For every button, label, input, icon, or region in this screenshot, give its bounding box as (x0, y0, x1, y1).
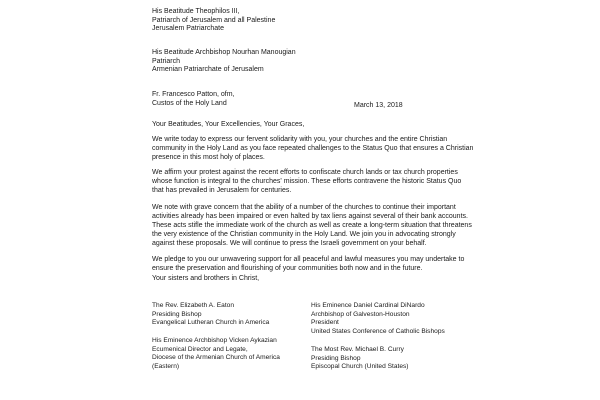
letter-date: March 13, 2018 (354, 102, 403, 109)
signatory-line: The Most Rev. Michael B. Curry (311, 346, 404, 353)
paragraph-line: against these proposals. We will continue to press the Israeli government on your behalf. (152, 239, 427, 247)
signatory-line: The Rev. Elizabeth A. Eaton (152, 302, 234, 309)
paragraph-concern (152, 204, 472, 249)
addressee-patton (152, 91, 234, 108)
signatory-line: Presiding Bishop (152, 310, 202, 318)
paragraph-line: We affirm your protest against the recent efforts to confiscate church lands or tax church properties (152, 169, 458, 176)
signatory-line: His Eminence Archbishop Vicken Aykazian (152, 337, 277, 344)
paragraph-solidarity (152, 136, 474, 163)
signature-block-aykazian (152, 337, 280, 371)
addressee-theophilos (152, 8, 275, 34)
paragraph-line: whose function is integral to the churches' mission. These efforts contravene the historic Status Quo (152, 177, 462, 185)
salutation: Your Beatitudes, Your Excellencies, Your Graces, (152, 121, 305, 128)
paragraph-line: activities already has been impaired or even halted by tax liens against several of their bank accounts. (152, 212, 468, 220)
signatory-line: Archbishop of Galveston-Houston (311, 310, 410, 318)
paragraph-protest (152, 169, 460, 196)
paragraph-line: community in the Holy Land as you face repeated challenges to the Status Quo that ensures a Christian (152, 144, 474, 152)
addressee-line: Patriarch of Jerusalem and all Palestine (152, 16, 276, 24)
addressee-line: Armenian Patriarchate of Jerusalem (152, 66, 264, 74)
signatory-line: Diocese of the Armenian Church of America (152, 354, 280, 362)
signature-block-dinardo (311, 302, 445, 336)
addressee-line: Fr. Francesco Patton, ofm, (152, 91, 235, 98)
signatory-line: Evangelical Lutheran Church in America (152, 319, 270, 327)
paragraph-line: We note with grave concern that the ability of a number of the churches to continue their important (152, 204, 456, 211)
signatory-line: Presiding Bishop (311, 354, 361, 362)
paragraph-line: presence in this most holy of places. (152, 153, 265, 161)
paragraph-line: ensure the preservation and flourishing of your communities both now and in the future. (152, 264, 423, 272)
signatory-line: Episcopal Church (United States) (311, 363, 409, 371)
addressee-line: His Beatitude Archbishop Nourhan Manougian (152, 49, 296, 56)
addressee-line: Jerusalem Patriarchate (152, 25, 224, 33)
signature-block-curry (311, 346, 409, 372)
addressee-line: Patriarch (152, 57, 181, 65)
paragraph-line: that has prevailed in Jerusalem for centuries. (152, 186, 292, 194)
signatory-line: Ecumenical Director and Legate, (152, 345, 248, 353)
signature-block-eaton (152, 302, 269, 328)
signatory-line: United States Conference of Catholic Bishops (311, 327, 445, 335)
addressee-line: Custos of the Holy Land (152, 99, 227, 107)
closing: Your sisters and brothers in Christ, (152, 275, 260, 282)
addressee-manougian (152, 49, 296, 75)
paragraph-line: We write today to express our fervent solidarity with you, your churches and the entire Christian (152, 136, 448, 143)
signatory-line: His Eminence Daniel Cardinal DiNardo (311, 302, 425, 309)
signatory-line: President (311, 319, 339, 327)
paragraph-line: the very existence of the Christian community in the Holy Land. We join you in advocating strongly (152, 230, 456, 238)
addressee-line: His Beatitude Theophilos III, (152, 8, 240, 15)
signatory-line: (Eastern) (152, 362, 180, 370)
paragraph-line: We pledge to you our unwavering support for all peaceful and lawful measures you may undertake to (152, 256, 465, 263)
paragraph-line: These acts stifle the immediate work of the church as well as create a long-term situation that threatens (152, 221, 472, 229)
paragraph-pledge (152, 256, 465, 274)
